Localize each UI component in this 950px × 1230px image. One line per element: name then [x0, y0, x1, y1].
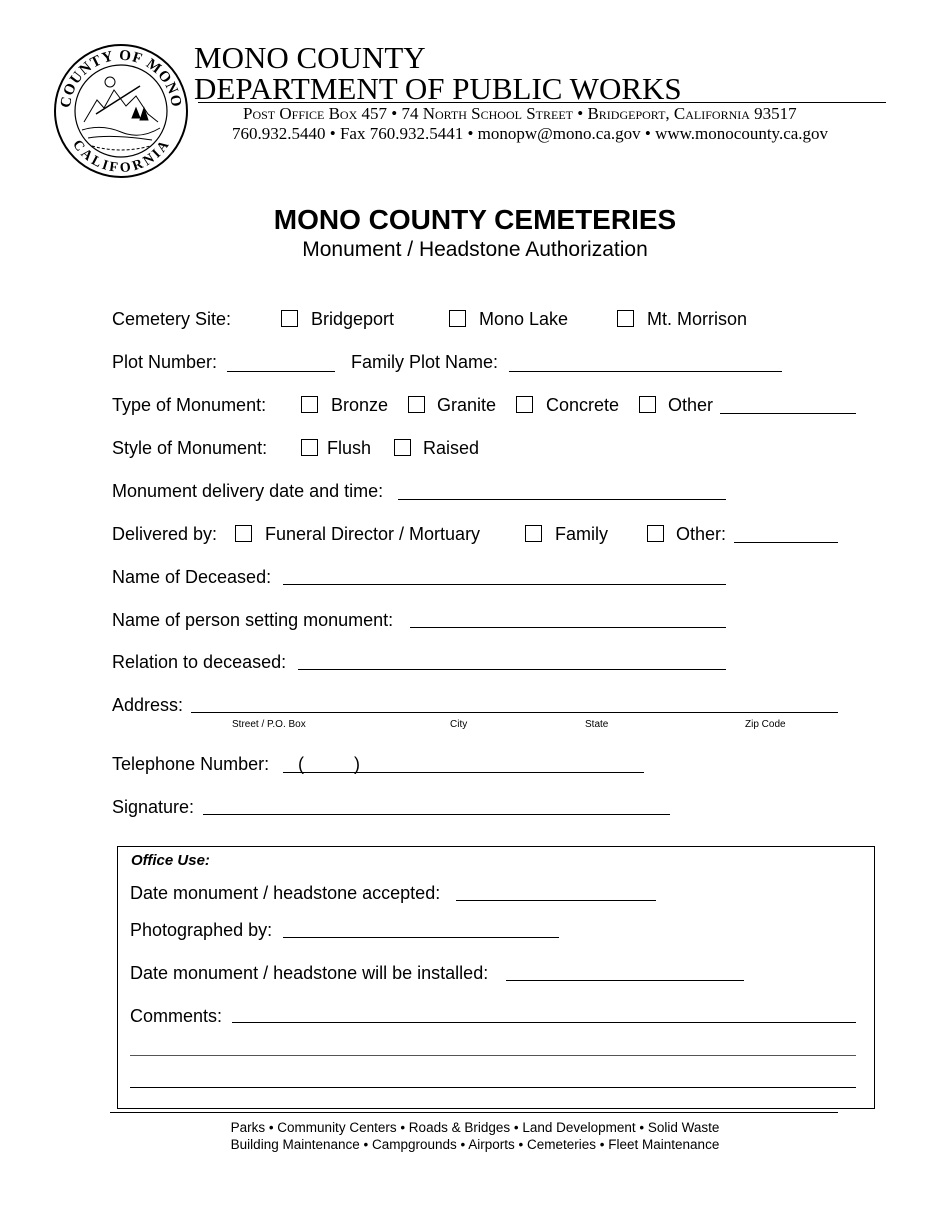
family-label: Family: [555, 524, 608, 544]
letterhead-contact: 760.932.5440 • Fax 760.932.5441 • monopw@mono.ca.gov • www.monocounty.ca.gov: [232, 124, 829, 143]
other-delivery-checkbox[interactable]: [647, 525, 664, 542]
relation-label: Relation to deceased:: [112, 652, 287, 672]
letterhead-department: DEPARTMENT OF PUBLIC WORKS: [194, 71, 682, 106]
cemetery-site-label: Cemetery Site:: [112, 309, 232, 329]
other-type-label: Other: [668, 395, 714, 415]
mt-morrison-checkbox[interactable]: [617, 310, 634, 327]
family-plot-field[interactable]: [509, 371, 782, 372]
signature-field[interactable]: [203, 814, 670, 815]
mono-lake-label: Mono Lake: [479, 309, 569, 329]
seal-ring-top: COUNTY OF MONO: [57, 47, 185, 109]
family-checkbox[interactable]: [525, 525, 542, 542]
form-title: MONO COUNTY CEMETERIES: [273, 204, 677, 235]
photographed-by-field[interactable]: [283, 937, 559, 938]
relation-field[interactable]: [298, 669, 726, 670]
delivered-by-label: Delivered by:: [112, 524, 218, 544]
office-use-heading: Office Use:: [131, 852, 210, 869]
bridgeport-label: Bridgeport: [311, 309, 395, 329]
telephone-label: Telephone Number:: [112, 754, 270, 774]
monument-style-label: Style of Monument:: [112, 438, 268, 458]
delivery-date-label: Monument delivery date and time:: [112, 481, 384, 501]
setter-name-label: Name of person setting monument:: [112, 610, 394, 630]
comments-field-line-3[interactable]: [130, 1087, 856, 1088]
concrete-checkbox[interactable]: [516, 396, 533, 413]
comments-field-line-1[interactable]: [232, 1022, 856, 1023]
flush-checkbox[interactable]: [301, 439, 318, 456]
address-state-caption: State: [585, 719, 609, 730]
letterhead-county: MONO COUNTY: [194, 40, 426, 75]
granite-checkbox[interactable]: [408, 396, 425, 413]
signature-label: Signature:: [112, 797, 195, 817]
raised-checkbox[interactable]: [394, 439, 411, 456]
granite-label: Granite: [437, 395, 497, 415]
comments-field-line-2[interactable]: [130, 1055, 856, 1056]
county-seal: [52, 42, 190, 180]
setter-name-field[interactable]: [410, 627, 726, 628]
monument-type-label: Type of Monument:: [112, 395, 267, 415]
bronze-checkbox[interactable]: [301, 396, 318, 413]
comments-label: Comments:: [130, 1006, 223, 1026]
address-city-caption: City: [450, 719, 468, 730]
address-zip-caption: Zip Code: [745, 719, 786, 730]
install-date-field[interactable]: [506, 980, 744, 981]
footer-services-line-1: Parks • Community Centers • Roads & Bridges • Land Development • Solid Waste: [230, 1120, 720, 1135]
family-plot-label: Family Plot Name:: [351, 352, 499, 372]
deceased-name-field[interactable]: [283, 584, 726, 585]
telephone-format: ( ): [298, 754, 360, 774]
plot-number-field[interactable]: [227, 371, 335, 372]
accepted-date-label: Date monument / headstone accepted:: [130, 883, 441, 903]
other-type-checkbox[interactable]: [639, 396, 656, 413]
bridgeport-checkbox[interactable]: [281, 310, 298, 327]
other-delivery-field[interactable]: [734, 542, 838, 543]
accepted-date-field[interactable]: [456, 900, 656, 901]
delivery-date-field[interactable]: [398, 499, 726, 500]
form-subtitle: Monument / Headstone Authorization: [302, 238, 648, 261]
letterhead-rule: [198, 102, 886, 103]
flush-label: Flush: [327, 438, 372, 458]
seal-ring-bottom: CALIFORNIA: [69, 137, 173, 177]
funeral-director-label: Funeral Director / Mortuary: [265, 524, 481, 544]
raised-label: Raised: [423, 438, 480, 458]
mono-lake-checkbox[interactable]: [449, 310, 466, 327]
concrete-label: Concrete: [546, 395, 620, 415]
address-street-caption: Street / P.O. Box: [232, 719, 306, 730]
other-type-field[interactable]: [720, 413, 856, 414]
address-label: Address:: [112, 695, 184, 715]
other-delivery-label: Other:: [676, 524, 727, 544]
plot-number-label: Plot Number:: [112, 352, 218, 372]
footer-services-line-2: Building Maintenance • Campgrounds • Airports • Cemeteries • Fleet Maintenance: [230, 1137, 720, 1152]
deceased-name-label: Name of Deceased:: [112, 567, 272, 587]
install-date-label: Date monument / headstone will be installed:: [130, 963, 489, 983]
letterhead-address: Post Office Box 457 • 74 North School Street • Bridgeport, California 93517: [243, 104, 797, 123]
footer-rule: [110, 1112, 838, 1113]
photographed-by-label: Photographed by:: [130, 920, 273, 940]
address-field[interactable]: [191, 712, 838, 713]
telephone-field[interactable]: [283, 772, 644, 773]
mt-morrison-label: Mt. Morrison: [647, 309, 748, 329]
funeral-director-checkbox[interactable]: [235, 525, 252, 542]
bronze-label: Bronze: [331, 395, 389, 415]
